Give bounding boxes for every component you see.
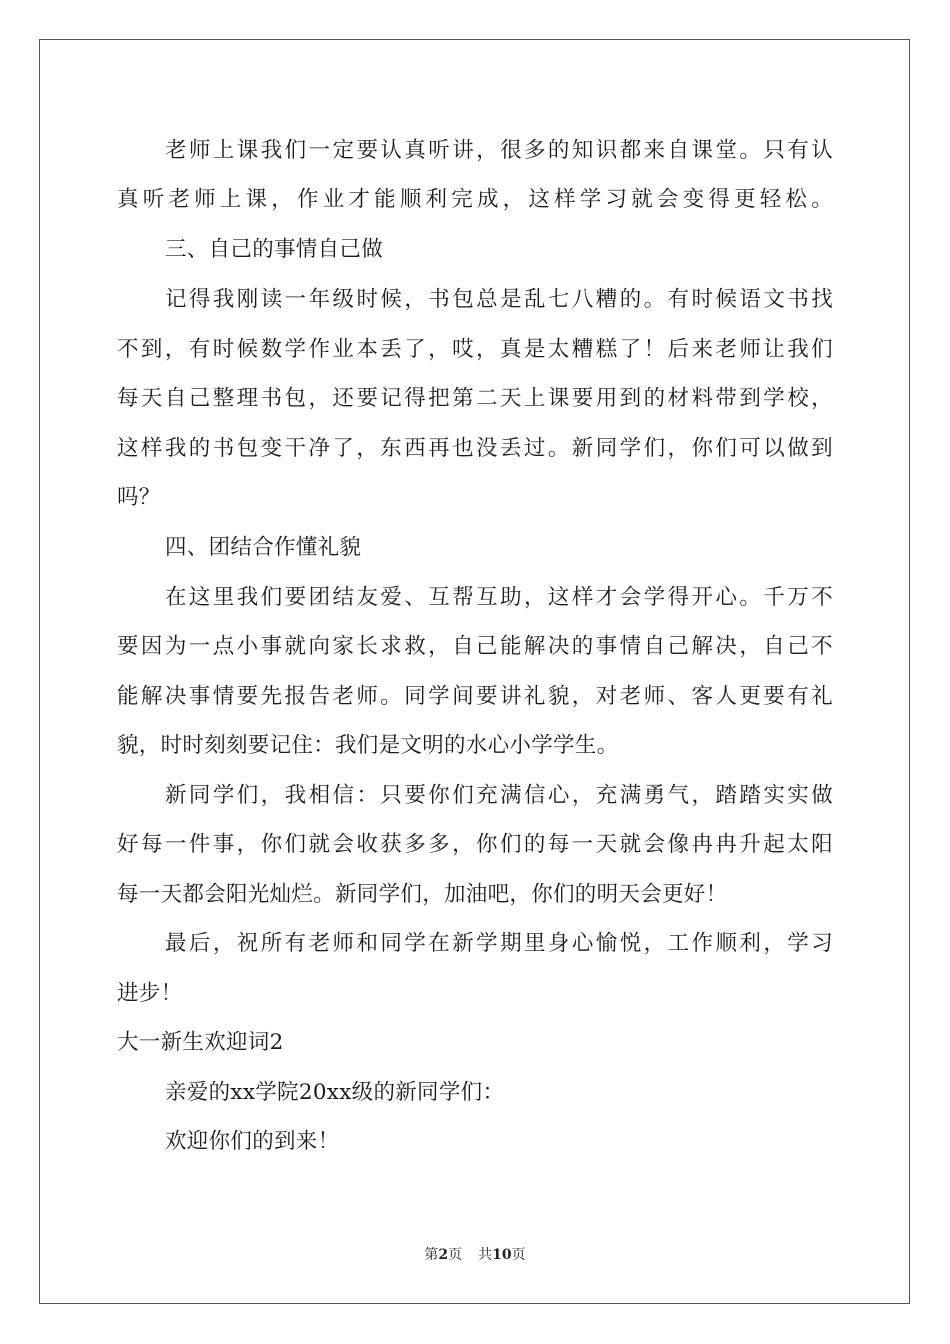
- page-prefix: 第: [424, 1247, 439, 1263]
- paragraph-line: 这样我的书包变干净了，东西再也没丢过。新同学们，你们可以做到: [117, 436, 833, 461]
- section-heading: 三、自己的事情自己做: [165, 237, 384, 262]
- section-heading: 四、团结合作懂礼貌: [165, 535, 362, 560]
- paragraph-line: 真听老师上课，作业才能顺利完成，这样学习就会变得更轻松。: [117, 187, 833, 212]
- total-prefix: 共: [478, 1247, 493, 1263]
- paragraph-line: 最后，祝所有老师和同学在新学期里身心愉悦，工作顺利，学习: [165, 931, 833, 956]
- paragraph-line: 欢迎你们的到来！: [165, 1129, 340, 1154]
- paragraph-line: 每天自己整理书包，还要记得把第二天上课要用到的材料带到学校，: [117, 386, 833, 411]
- paragraph-line: 要因为一点小事就向家长求救，自己能解决的事情自己解决，自己不: [117, 634, 833, 659]
- salutation: 亲爱的xx学院20xx级的新同学们：: [165, 1080, 505, 1105]
- paragraph-line: 不到，有时候数学作业本丢了，哎，真是太糟糕了！后来老师让我们: [117, 337, 833, 362]
- paragraph-line: 老师上课我们一定要认真听讲，很多的知识都来自课堂。只有认: [165, 138, 833, 163]
- paragraph-line: 好每一件事，你们就会收获多多，你们的每一天就会像冉冉升起太阳: [117, 832, 833, 857]
- page-frame: [39, 39, 910, 1304]
- paragraph-line: 记得我刚读一年级时候，书包总是乱七八糟的。有时候语文书找: [165, 287, 833, 312]
- paragraph-line: 貌，时时刻刻要记住：我们是文明的水心小学学生。: [117, 733, 619, 758]
- paragraph-line: 每一天都会阳光灿烂。新同学们，加油吧，你们的明天会更好！: [117, 882, 728, 907]
- paragraph-line: 能解决事情要先报告老师。同学间要讲礼貌，对老师、客人更要有礼: [117, 684, 833, 709]
- page-current: 2: [438, 1247, 449, 1263]
- paragraph-line: 在这里我们要团结友爱、互帮互助，这样才会学得开心。千万不: [165, 585, 833, 610]
- paragraph-line: 新同学们，我相信：只要你们充满信心，充满勇气，踏踏实实做: [165, 783, 833, 808]
- paragraph-line: 吗？: [117, 485, 161, 510]
- page-footer: [0, 1245, 950, 1265]
- document-title: 大一新生欢迎词2: [117, 1030, 284, 1055]
- page-suffix: 页: [448, 1247, 463, 1263]
- paragraph-line: 进步！: [117, 981, 183, 1006]
- total-suffix: 页: [511, 1247, 526, 1263]
- page-total: 10: [492, 1247, 512, 1263]
